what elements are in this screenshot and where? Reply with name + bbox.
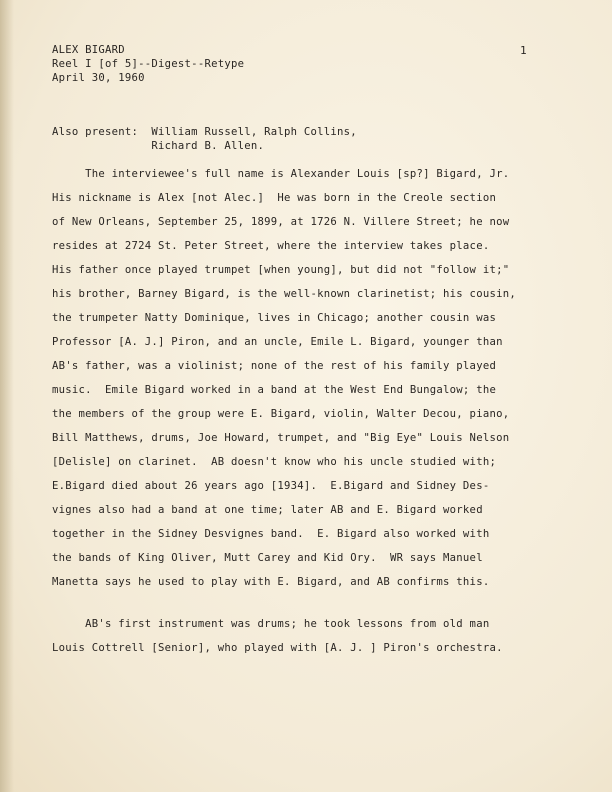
present-line: Also present: William Russell, Ralph Collins, bbox=[52, 126, 357, 138]
body-line: music. Emile Bigard worked in a band at the West End Bungalow; the bbox=[52, 384, 497, 396]
header-title: ALEX BIGARD bbox=[52, 44, 125, 56]
body-line: Bill Matthews, drums, Joe Howard, trumpet, and "Big Eye" Louis Nelson bbox=[52, 432, 510, 444]
present-line: Richard B. Allen. bbox=[52, 140, 265, 152]
body-line: resides at 2724 St. Peter Street, where the interview takes place. bbox=[52, 240, 490, 252]
page-number: 1 bbox=[520, 44, 527, 57]
body-line: the bands of King Oliver, Mutt Carey and Kid Ory. WR says Manuel bbox=[52, 552, 483, 564]
body-line: AB's father, was a violinist; none of the rest of his family played bbox=[52, 360, 497, 372]
body-line: His nickname is Alex [not Alec.] He was born in the Creole section bbox=[52, 192, 497, 204]
body-line: his brother, Barney Bigard, is the well-known clarinetist; his cousin, bbox=[52, 288, 516, 300]
body-line: together in the Sidney Desvignes band. E. Bigard also worked with bbox=[52, 528, 490, 540]
body-line: AB's first instrument was drums; he took lessons from old man bbox=[52, 618, 490, 630]
body-line: The interviewee's full name is Alexander Louis [sp?] Bigard, Jr. bbox=[52, 168, 510, 180]
body-line: Louis Cottrell [Senior], who played with [A. J. ] Piron's orchestra. bbox=[52, 642, 503, 654]
body-line: Professor [A. J.] Piron, and an uncle, Emile L. Bigard, younger than bbox=[52, 336, 503, 348]
header-date: April 30, 1960 bbox=[52, 72, 145, 84]
body-line: [Delisle] on clarinet. AB doesn't know who his uncle studied with; bbox=[52, 456, 497, 468]
body-line: His father once played trumpet [when young], but did not "follow it;" bbox=[52, 264, 510, 276]
header-reel: Reel I [of 5]--Digest--Retype bbox=[52, 58, 245, 70]
body-line: the trumpeter Natty Dominique, lives in Chicago; another cousin was bbox=[52, 312, 497, 324]
body-line: the members of the group were E. Bigard, violin, Walter Decou, piano, bbox=[52, 408, 510, 420]
body-line: vignes also had a band at one time; later AB and E. Bigard worked bbox=[52, 504, 483, 516]
body-line: of New Orleans, September 25, 1899, at 1726 N. Villere Street; he now bbox=[52, 216, 510, 228]
page-edge-shadow bbox=[0, 0, 14, 792]
body-line: E.Bigard died about 26 years ago [1934]. E.Bigard and Sidney Des- bbox=[52, 480, 490, 492]
body-line: Manetta says he used to play with E. Bigard, and AB confirms this. bbox=[52, 576, 490, 588]
